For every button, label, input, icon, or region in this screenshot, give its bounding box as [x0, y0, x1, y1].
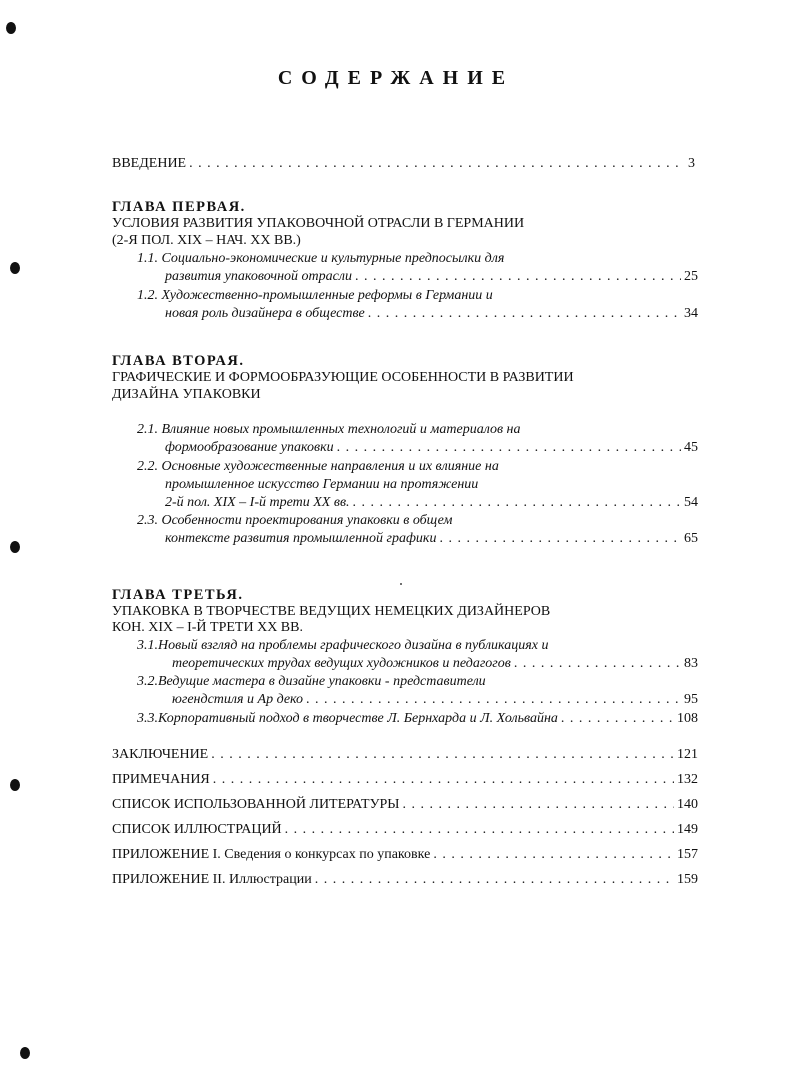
toc-page-number: 83 — [684, 656, 698, 671]
leader-dots — [368, 307, 681, 321]
toc-entry-section[interactable] — [165, 270, 698, 284]
section-title-line: промышленное искусство Германии на протяжении — [165, 477, 479, 492]
toc-page-number: 159 — [677, 872, 698, 887]
leader-dots — [514, 657, 681, 671]
toc-page-number: 108 — [677, 711, 698, 726]
scan-speck — [400, 583, 402, 585]
leader-dots — [337, 441, 681, 455]
toc-entry-back-matter[interactable] — [112, 748, 698, 762]
section-title-line: 2-й пол. XIX – I-й трети XX вв. — [165, 495, 350, 510]
section-title-line[interactable]: 2.2. Основные художественные направления и их влияние на — [137, 459, 499, 474]
chapter-heading-line: (2-Я ПОЛ. XIX – НАЧ. XX ВВ.) — [112, 233, 301, 248]
toc-page-number: 25 — [684, 269, 698, 284]
toc-page-number: 121 — [677, 747, 698, 762]
toc-entry-label: ВВЕДЕНИЕ — [112, 156, 187, 171]
toc-page-number: 140 — [677, 797, 698, 812]
toc-entry-label: ПРИЛОЖЕНИЕ I. Сведения о конкурсах по упаковке — [112, 847, 431, 862]
punch-hole — [20, 1047, 30, 1059]
section-title-line[interactable]: 3.2.Ведущие мастера в дизайне упаковки - представители — [137, 674, 486, 689]
toc-entry-label: ПРИЛОЖЕНИЕ II. Иллюстрации — [112, 872, 312, 887]
section-title-line: теоретических трудах ведущих художников и педагогов — [172, 656, 511, 671]
toc-page-number: 95 — [684, 692, 698, 707]
section-title-line: 3.3.Корпоративный подход в творчестве Л. Бернхарда и Л. Хольвайна — [137, 711, 558, 726]
section-title-line[interactable]: 2.1. Влияние новых промышленных технологий и материалов на — [137, 422, 521, 437]
chapter-label: ГЛАВА ПЕРВАЯ. — [112, 199, 246, 215]
leader-dots — [315, 873, 674, 887]
section-title-line[interactable]: 1.2. Художественно-промышленные реформы в Германии и — [137, 288, 493, 303]
page-title: СОДЕРЖАНИЕ — [277, 67, 515, 89]
section-title-line: контексте развития промышленной графики — [165, 531, 437, 546]
toc-entry-section[interactable] — [165, 307, 698, 321]
chapter-heading-line: ГРАФИЧЕСКИЕ И ФОРМООБРАЗУЮЩИЕ ОСОБЕННОСТИ В РАЗВИТИИ — [112, 370, 574, 385]
toc-entry-section[interactable] — [137, 712, 698, 726]
punch-hole — [10, 262, 20, 274]
leader-dots — [561, 712, 674, 726]
toc-entry-label: СПИСОК ИЛЛЮСТРАЦИЙ — [112, 822, 282, 837]
leader-dots — [306, 693, 681, 707]
section-title-line[interactable]: 1.1. Социально-экономические и культурные предпосылки для — [137, 251, 505, 266]
section-title-line[interactable]: 2.3. Особенности проектирования упаковки в общем — [137, 513, 453, 528]
toc-entry-label: ПРИМЕЧАНИЯ — [112, 772, 210, 787]
section-title-line: новая роль дизайнера в обществе — [165, 306, 365, 321]
leader-dots — [355, 270, 681, 284]
toc-page-number: 65 — [684, 531, 698, 546]
leader-dots — [403, 798, 675, 812]
section-title-line: развития упаковочной отрасли — [165, 269, 352, 284]
toc-entry-section[interactable] — [172, 693, 698, 707]
leader-dots — [353, 496, 681, 510]
punch-hole — [10, 779, 20, 791]
chapter-label: ГЛАВА ВТОРАЯ. — [112, 353, 245, 369]
toc-entry-intro[interactable] — [112, 157, 695, 171]
toc-entry-section[interactable] — [165, 441, 698, 455]
toc-entry-back-matter[interactable] — [112, 798, 698, 812]
toc-page-number: 34 — [684, 306, 698, 321]
toc-page-number: 54 — [684, 495, 698, 510]
chapter-heading-line: ДИЗАЙНА УПАКОВКИ — [112, 387, 261, 402]
toc-entry-back-matter[interactable] — [112, 848, 698, 862]
toc-page-number: 157 — [677, 847, 698, 862]
chapter-heading-line: КОН. XIX – I-Й ТРЕТИ XX ВВ. — [112, 620, 303, 635]
leader-dots — [433, 848, 674, 862]
toc-page-number: 45 — [684, 440, 698, 455]
toc-entry-label: СПИСОК ИСПОЛЬЗОВАННОЙ ЛИТЕРАТУРЫ — [112, 797, 400, 812]
chapter-heading-line: УПАКОВКА В ТВОРЧЕСТВЕ ВЕДУЩИХ НЕМЕЦКИХ ДИЗАЙНЕРОВ — [112, 604, 551, 619]
leader-dots — [189, 157, 685, 171]
punch-hole — [6, 22, 16, 34]
toc-page-number: 149 — [677, 822, 698, 837]
leader-dots — [285, 823, 674, 837]
chapter-heading-line: УСЛОВИЯ РАЗВИТИЯ УПАКОВОЧНОЙ ОТРАСЛИ В ГЕРМАНИИ — [112, 216, 525, 231]
leader-dots — [211, 748, 674, 762]
toc-entry-back-matter[interactable] — [112, 773, 698, 787]
toc-entry-back-matter[interactable] — [112, 873, 698, 887]
toc-entry-label: ЗАКЛЮЧЕНИЕ — [112, 747, 209, 762]
toc-entry-section[interactable] — [165, 532, 698, 546]
punch-hole — [10, 541, 20, 553]
leader-dots — [439, 532, 681, 546]
toc-entry-back-matter[interactable] — [112, 823, 698, 837]
chapter-label: ГЛАВА ТРЕТЬЯ. — [112, 587, 244, 603]
section-title-line[interactable]: 3.1.Новый взгляд на проблемы графического дизайна в публикациях и — [137, 638, 549, 653]
section-title-line: югендстиля и Ар деко — [172, 692, 304, 707]
toc-entry-section[interactable] — [172, 657, 698, 671]
leader-dots — [213, 773, 674, 787]
toc-entry-section[interactable] — [165, 496, 698, 510]
toc-page-number: 3 — [688, 156, 695, 171]
section-title-line: формообразование упаковки — [165, 440, 334, 455]
toc-page-number: 132 — [677, 772, 698, 787]
